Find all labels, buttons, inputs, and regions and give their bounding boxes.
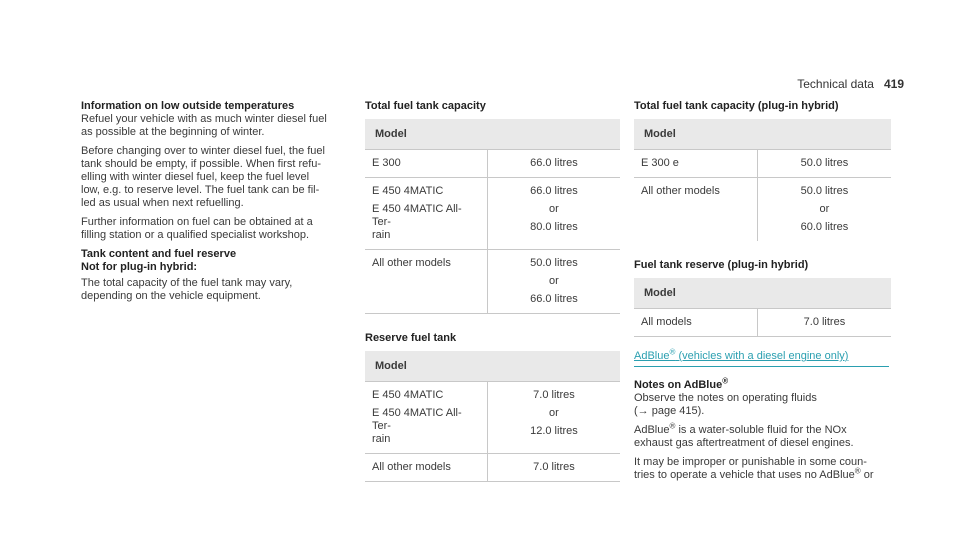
text-line: It may be improper or punishable in some coun-: [634, 456, 867, 468]
table-header: Model: [365, 351, 620, 382]
text-line: Refuel your vehicle with as much winter diesel fuel: [81, 113, 327, 125]
text-fragment: is a water-soluble fluid for the NOx: [675, 424, 847, 436]
heading-low-temperatures: Information on low outside temperatures: [81, 100, 295, 112]
model-name: [372, 203, 480, 242]
page-header: [797, 77, 904, 91]
model-name: E 450 4MATIC: [372, 389, 444, 401]
text-line: Further information on fuel can be obtained at a: [81, 216, 313, 228]
text-line: as possible at the beginning of winter.: [81, 126, 265, 138]
cell-value: 50.0 litres: [757, 150, 891, 178]
adblue-text: AdBlue: [634, 424, 670, 436]
table-header: Model: [634, 278, 891, 309]
model-name: E 450 4MATIC: [372, 185, 444, 197]
heading-plugin-capacity: Total fuel tank capacity (plug-in hybrid): [634, 100, 839, 112]
cell-model: [365, 178, 487, 250]
text-fragment: tries to operate a vehicle that uses no AdBlue: [634, 469, 855, 481]
table-row: [365, 178, 620, 250]
paragraph-changing: [81, 145, 351, 210]
text-line: E 450 4MATIC All-Ter-: [372, 407, 462, 432]
cell-value: 66.0 litres: [487, 150, 620, 178]
value-line: 50.0 litres: [530, 257, 578, 269]
text-line: led as usual when next refuelling.: [81, 197, 244, 209]
registered-mark: ®: [854, 466, 861, 476]
or-text: or: [549, 275, 559, 287]
text-line: [634, 421, 891, 437]
or-text: or: [549, 407, 559, 419]
value-line: 66.0 litres: [530, 293, 578, 305]
model-name: [372, 407, 480, 446]
column-2: [365, 100, 620, 482]
paragraph-improper: [634, 456, 891, 482]
paragraph-adblue-definition: [634, 421, 891, 450]
text-line: [634, 466, 891, 482]
page-number: 419: [883, 77, 904, 91]
cell-value: [757, 178, 891, 242]
cell-model: [365, 382, 487, 454]
text-line: The total capacity of the fuel tank may vary,: [81, 277, 293, 289]
table-row: [365, 250, 620, 314]
cell-model: E 300: [365, 150, 487, 178]
value-line: 7.0 litres: [533, 389, 575, 401]
table-reserve: [365, 351, 620, 482]
column-3: [634, 100, 891, 488]
text-line: filling station or a qualified specialist workshop.: [81, 229, 310, 241]
value-line: 12.0 litres: [530, 425, 578, 437]
adblue-text: AdBlue: [634, 350, 670, 362]
table-header: Model: [365, 119, 620, 150]
text-line: tank should be empty, if possible. When first refu-: [81, 158, 322, 170]
adblue-section-link[interactable]: [634, 347, 889, 367]
text-line: rain: [372, 433, 391, 445]
table-header: Model: [634, 119, 891, 150]
heading-total-fuel-tank: Total fuel tank capacity: [365, 100, 486, 112]
or-text: or: [819, 203, 830, 215]
cell-model: All other models: [365, 250, 487, 314]
table-row: [634, 309, 891, 337]
paragraph-refuel: [81, 113, 351, 139]
adblue-heading-text: (vehicles with a diesel engine only): [675, 350, 849, 362]
table-total-capacity: [365, 119, 620, 314]
paragraph-further-info: [81, 216, 351, 242]
text-line: rain: [372, 229, 391, 241]
text-line: E 450 4MATIC All-Ter-: [372, 203, 462, 228]
cell-model: All models: [634, 309, 757, 337]
table-row: [365, 150, 620, 178]
heading-tank-content: Tank content and fuel reserve: [81, 248, 237, 260]
notes-title-text: Notes on AdBlue: [634, 379, 723, 391]
registered-mark: ®: [669, 421, 676, 431]
table-row: [634, 150, 891, 178]
table-row: [634, 178, 891, 242]
registered-mark: ®: [669, 347, 676, 357]
text-line: Before changing over to winter diesel fuel, the fuel: [81, 145, 325, 157]
or-text: or: [549, 203, 559, 215]
table-row: [365, 382, 620, 454]
cell-value: [487, 250, 620, 314]
table-row: [365, 454, 620, 482]
paragraph-total-capacity: [81, 277, 351, 303]
value-line: 80.0 litres: [530, 221, 578, 233]
text-line: exhaust gas aftertreatment of diesel engines.: [634, 437, 854, 449]
text-fragment: or: [860, 469, 874, 481]
table-plugin-capacity: [634, 119, 891, 241]
text-line: Observe the notes on operating fluids: [634, 392, 817, 404]
value-line: 66.0 litres: [530, 185, 578, 197]
registered-mark: ®: [722, 376, 729, 386]
cell-value: 7.0 litres: [487, 454, 620, 482]
heading-notes-adblue: [634, 376, 891, 392]
value-line: 60.0 litres: [800, 221, 849, 233]
section-title: Technical data: [797, 77, 874, 91]
column-1: [81, 100, 351, 309]
text-line: depending on the vehicle equipment.: [81, 290, 261, 302]
text-line: low, e.g. to reserve level. The fuel tank can be fil-: [81, 184, 320, 196]
paragraph-observe: [634, 392, 891, 418]
cell-model: E 300 e: [634, 150, 757, 178]
heading-plugin-reserve: Fuel tank reserve (plug-in hybrid): [634, 259, 809, 271]
table-plugin-reserve: [634, 278, 891, 337]
cell-model: All other models: [641, 185, 720, 197]
cell-model: All other models: [365, 454, 487, 482]
heading-reserve-fuel-tank: Reserve fuel tank: [365, 332, 457, 344]
cell-value: [487, 178, 620, 250]
cell-value: 7.0 litres: [757, 309, 891, 337]
value-line: 50.0 litres: [800, 185, 849, 197]
heading-not-plugin: Not for plug-in hybrid:: [81, 261, 198, 273]
text-line: elling with winter diesel fuel, keep the fuel level: [81, 171, 310, 183]
cell-value: [487, 382, 620, 454]
page-reference[interactable]: (→ page 415).: [634, 405, 705, 417]
